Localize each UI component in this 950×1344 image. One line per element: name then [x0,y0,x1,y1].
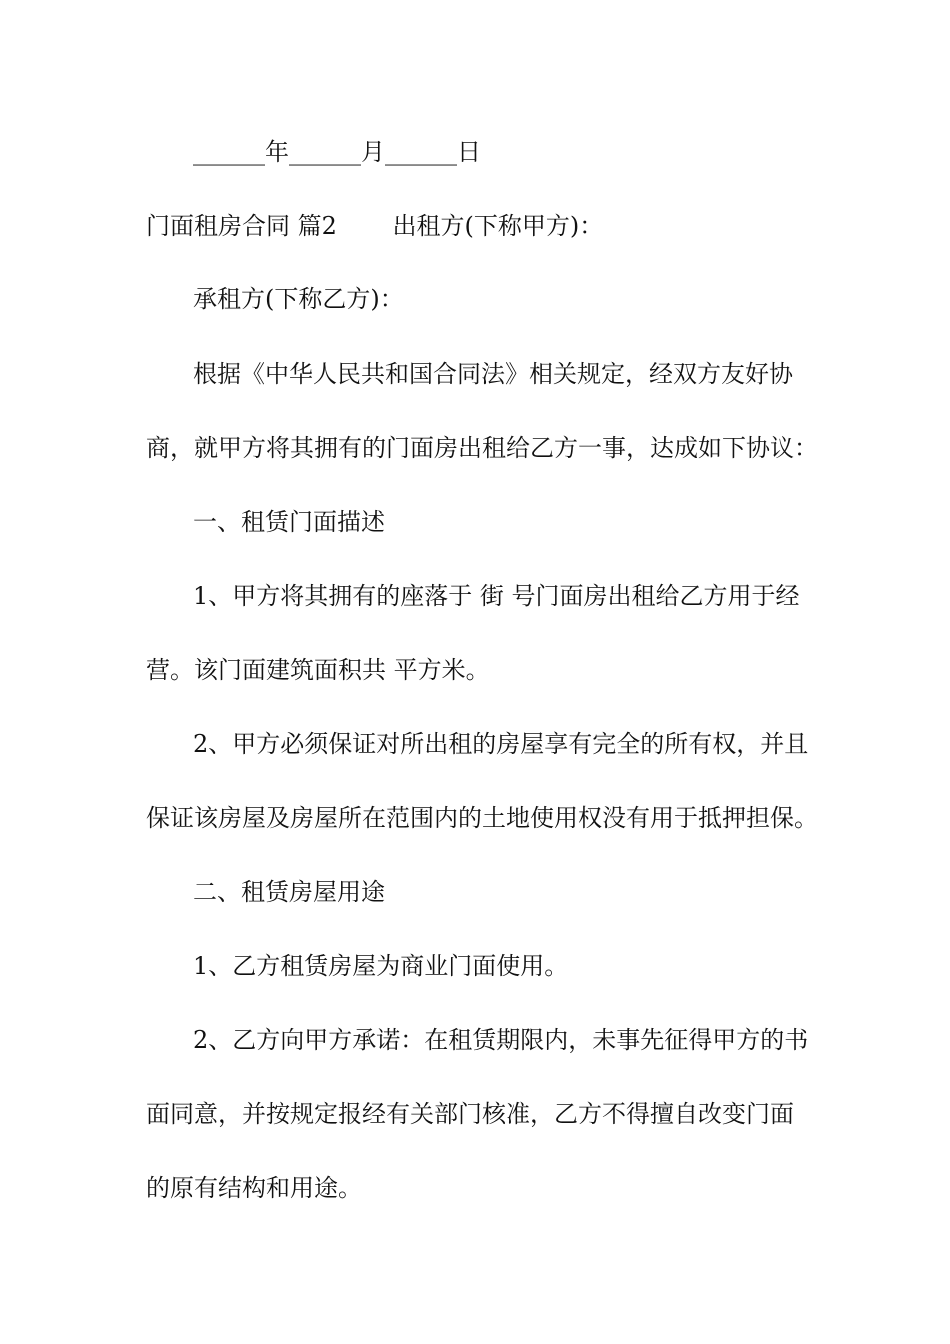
section-heading-2: 二、租赁房屋用途 [193,878,385,906]
preamble-line-2: 商，就甲方将其拥有的门面房出租给乙方一事，达成如下协议： [146,434,818,462]
contract-title-line: 门面租房合同 篇2 出租方(下称甲方)： [146,212,604,240]
clause-2-2-line-3: 的原有结构和用途。 [146,1174,362,1202]
clause-2-2-line-2: 面同意，并按规定报经有关部门核准，乙方不得擅自改变门面 [146,1100,794,1128]
clause-1-1-line-1: 1、甲方将其拥有的座落于 街 号门面房出租给乙方用于经 [193,582,800,610]
clause-1-2-line-2: 保证该房屋及房屋所在范围内的土地使用权没有用于抵押担保。 [146,804,818,832]
date-line: ______年______月______日 [193,138,481,166]
section-heading-1: 一、租赁门面描述 [193,508,385,536]
clause-1-1-line-2: 营。该门面建筑面积共 平方米。 [146,656,490,684]
preamble-line-1: 根据《中华人民共和国合同法》相关规定，经双方友好协 [193,360,793,388]
clause-2-2-line-1: 2、乙方向甲方承诺：在租赁期限内，未事先征得甲方的书 [193,1026,809,1054]
clause-1-2-line-1: 2、甲方必须保证对所出租的房屋享有完全的所有权，并且 [193,730,809,758]
clause-2-1-line-1: 1、乙方租赁房屋为商业门面使用。 [193,952,569,980]
lessee-line: 承租方(下称乙方)： [193,285,404,313]
